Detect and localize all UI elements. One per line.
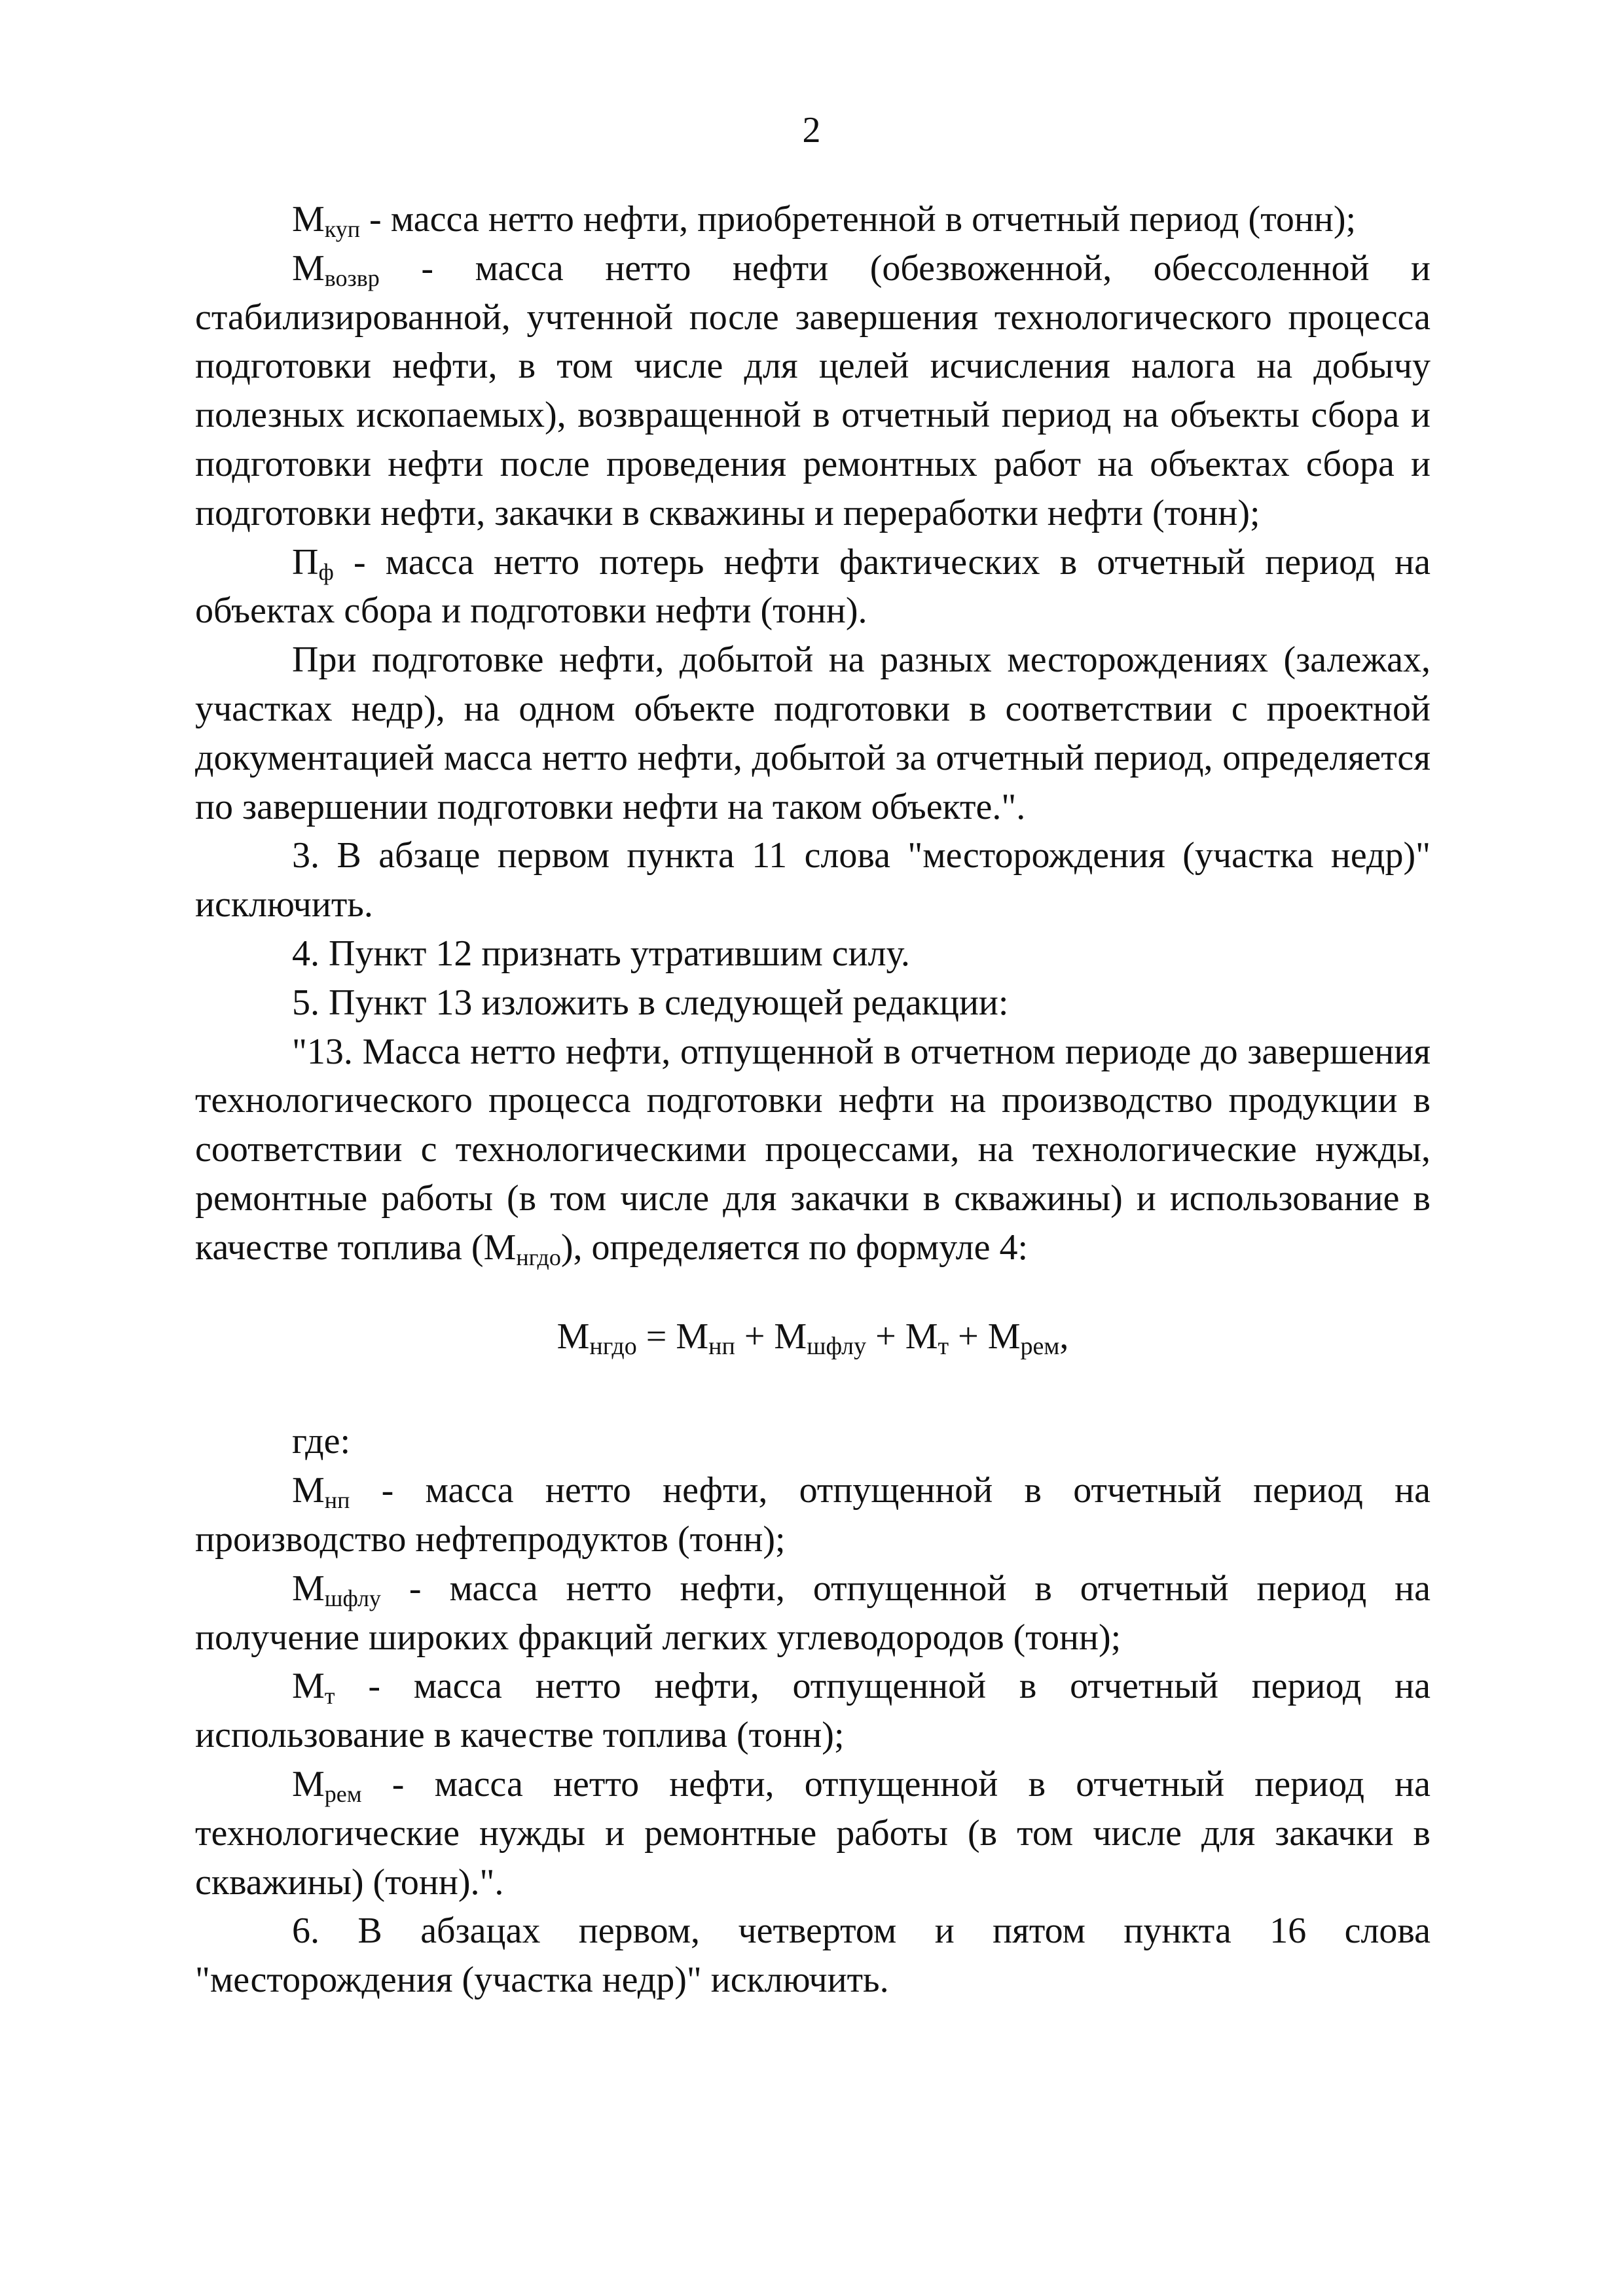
definition-m-rem: $М_{рем}$ - масса нетто нефти, отпущенной в отчетный период на технологические нужды и ремонтные работы (в том числе для закачки в скважины) (тонн).". <box>195 1763 1431 1903</box>
paragraph-preparation: При подготовке нефти, добытой на разных месторождениях (залежах, участках недр), на одном объекте подготовки в соответствии с проектной документацией масса нетто нефти, добытой за отчетный период, определяется по завершении подготовки нефти на таком объекте.". <box>195 639 1431 827</box>
symbol-m-vozvr: $М_{возвр}$ <box>292 247 380 291</box>
page-number: 2 <box>802 110 821 151</box>
item-6: 6. В абзацах первом, четвертом и пятом пункта 16 слова "месторождения (участка недр)" исключить. <box>195 1910 1431 2001</box>
symbol-m-kup: $М_{куп}$ <box>292 199 361 242</box>
symbol-m-t: $М_т$ <box>292 1666 335 1710</box>
item-4: 4. Пункт 12 признать утратившим силу. <box>292 933 910 974</box>
symbol-p-f: $П_ф$ <box>292 541 334 585</box>
where-label: где: <box>292 1421 351 1462</box>
definition-m-kup: $М_{куп}$ - масса нетто нефти, приобретенной в отчетный период (тонн); <box>292 199 1357 242</box>
definition-m-shflu: $М_{шфлу}$ - масса нетто нефти, отпущенной в отчетный период на получение широких фракций легких углеводородов (тонн); <box>195 1568 1431 1658</box>
document-body <box>195 195 1431 2005</box>
symbol-m-rem: $М_{рем}$ <box>292 1763 362 1807</box>
symbol-m-shflu: $М_{шфлу}$ <box>292 1568 381 1611</box>
item-3: 3. В абзаце первом пункта 11 слова "месторождения (участка недр)" исключить. <box>195 835 1431 925</box>
definition-m-np: $М_{нп}$ - масса нетто нефти, отпущенной в отчетный период на производство нефтепродуктов (тонн); <box>195 1470 1431 1560</box>
paragraph-13: "13. Масса нетто нефти, отпущенной в отчетном периоде до завершения технологического процесса подготовки нефти на производство продукции в соответствии с технологическими процессами, на технологические нужды, ремонтные работы (в том числе для закачки в скважины) и использование в качестве топлива $(М_{нгдо})$, определяется по формуле 4: <box>195 1031 1431 1270</box>
definition-p-f: $П_ф$ - масса нетто потерь нефти фактических в отчетный период на объектах сбора и подготовки нефти (тонн). <box>195 541 1431 632</box>
item-5: 5. Пункт 13 изложить в следующей редакции: <box>292 982 1009 1023</box>
symbol-m-np: $М_{нп}$ <box>292 1470 350 1514</box>
definition-m-vozvr: $М_{возвр}$ - масса нетто нефти (обезвоженной, обессоленной и стабилизированной, учтенной после завершения технологического процесса подготовки нефти, в том числе для целей исчисления налога на добычу полезных ископаемых), возвращенной в отчетный период на объекты сбора и подготовки нефти после проведения ремонтных работ на объектах сбора и подготовки нефти, закачки в скважины и переработки нефти (тонн); <box>195 247 1431 533</box>
definition-m-t: $М_т$ - масса нетто нефти, отпущенной в отчетный период на использование в качестве топлива (тонн); <box>195 1666 1431 1756</box>
symbol-m-ngdo-inline: $М_{нгдо}$ <box>483 1227 561 1270</box>
formula-4: $М_{нгдо} = М_{нп} + М_{шфлу} + М_т + М_{рем}$, <box>556 1316 1069 1360</box>
